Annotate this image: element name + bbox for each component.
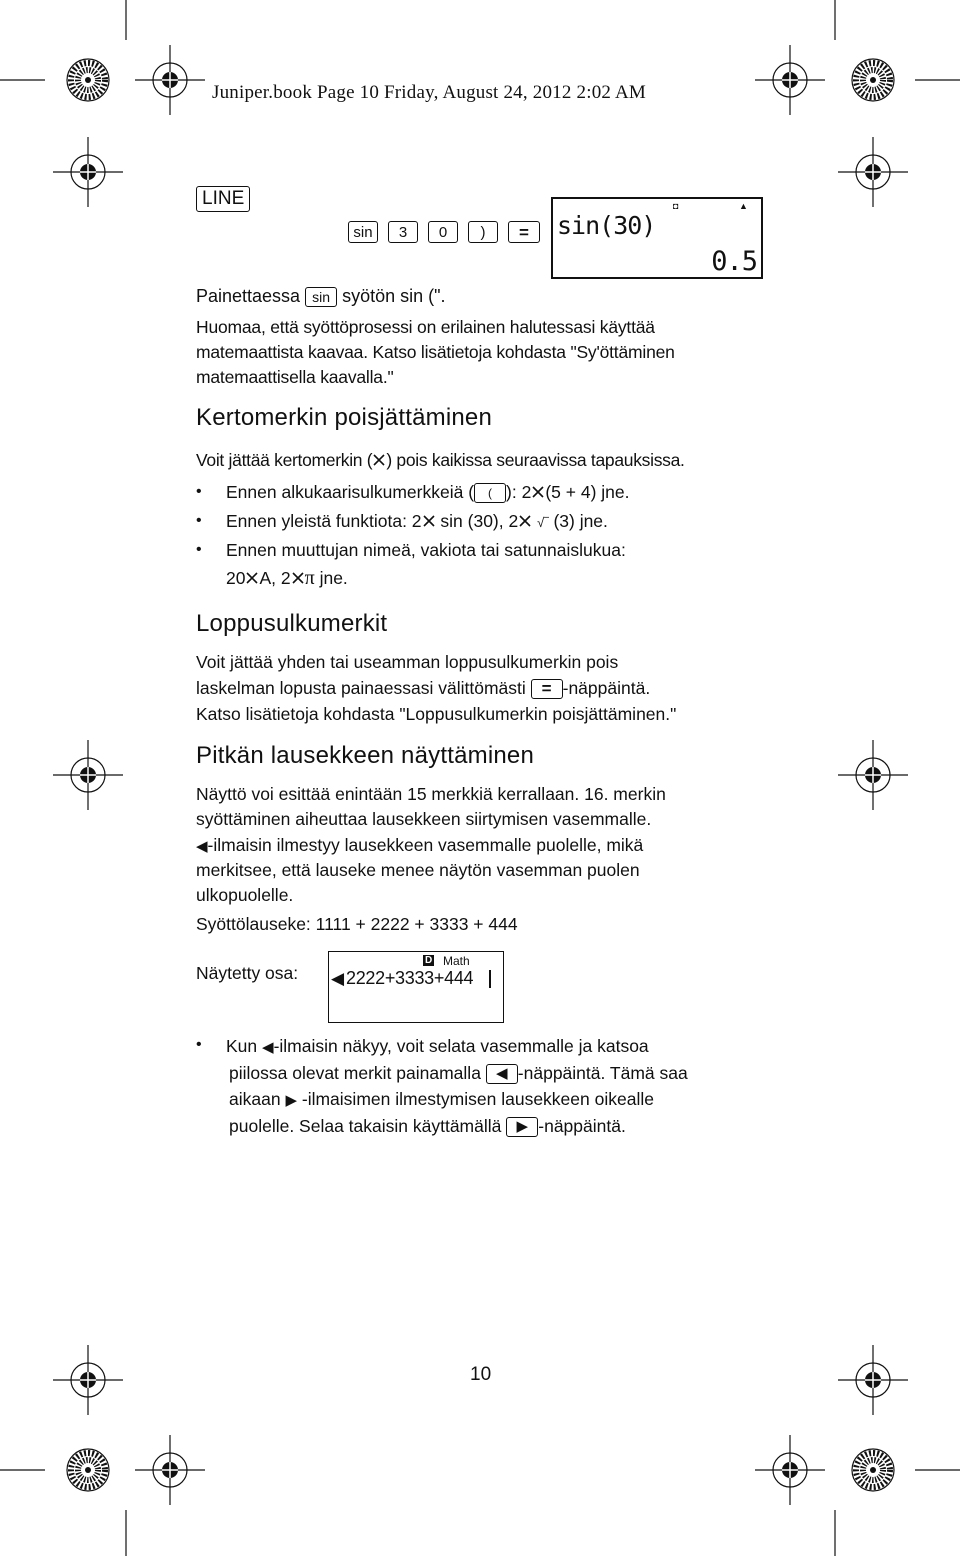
- shown-part-label: Näytetty osa:: [196, 963, 299, 983]
- math-display-example: [328, 951, 504, 1023]
- left-arrow-indicator-icon: ◀: [196, 838, 208, 855]
- left-arrow-indicator-icon: ◀: [262, 1039, 274, 1056]
- section1-bullet-3-cont: 20 A, 2 π jne.: [226, 567, 348, 589]
- section2-line-3: Katso lisätietoja kohdasta "Loppusulkumerkin poisjättäminen.": [196, 704, 677, 724]
- key-0: 0: [428, 221, 458, 243]
- key-close-paren: ): [468, 221, 498, 243]
- page-number: 10: [470, 1364, 492, 1385]
- key-sequence: [348, 221, 550, 243]
- bullet-dot: •: [196, 541, 202, 558]
- sqrt-icon: √‾: [537, 515, 549, 530]
- math-indicator: Math: [443, 954, 470, 968]
- section3-line-3: ◀-ilmaisin ilmestyy lausekkeen vasemmalle puolelle, mikä: [196, 835, 644, 855]
- left-arrow-indicator-icon: ◀: [331, 969, 345, 988]
- section2-line-1: Voit jättää yhden tai useamman loppusulkumerkin pois: [196, 652, 619, 672]
- calculator-display: [551, 197, 763, 279]
- heading-loppusulkumerkit: Loppusulkumerkit: [196, 610, 388, 637]
- section3-bullet-line-1: Kun ◀-ilmaisin näkyy, voit selata vasemmalle ja katsoa: [226, 1036, 649, 1056]
- multiply-icon: [372, 453, 386, 467]
- heading-pitkan-lausekkeen: Pitkän lausekkeen näyttäminen: [196, 742, 535, 769]
- key-equals: =: [531, 679, 563, 699]
- section3-line-4: merkitsee, että lauseke menee näytön vasemman puolen: [196, 860, 640, 880]
- mode-tag: LINE: [196, 186, 250, 212]
- bullet-dot: •: [196, 1036, 202, 1053]
- indicator-square-icon: ◘: [673, 201, 679, 211]
- cursor: [489, 970, 491, 988]
- section1-bullet-1: Ennen alkukaarisulkumerkkeiä ( ( ): 2 (5 + 4) jne.: [226, 482, 630, 502]
- display-result: 0.5: [711, 246, 757, 277]
- section3-line-2: syöttäminen aiheuttaa lausekkeen siirtymisen vasemmalle.: [196, 809, 652, 829]
- section3-bullet-line-2: piilossa olevat merkit painamalla ◀ -näppäintä. Tämä saa: [229, 1063, 688, 1083]
- section3-line-5: ulkopuolelle.: [196, 885, 294, 905]
- intro-line-3: matemaattista kaavaa. Katso lisätietoja kohdasta "Sy'öttäminen: [196, 342, 675, 362]
- key-sin: sin: [348, 221, 378, 243]
- right-arrow-indicator-icon: ▶: [285, 1092, 297, 1109]
- multiply-icon: [422, 514, 436, 528]
- section1-intro: Voit jättää kertomerkin ( ) pois kaikissa seuraavissa tapauksissa.: [196, 450, 685, 470]
- heading-kertomerkin: Kertomerkin poisjättäminen: [196, 404, 493, 431]
- page-header: Juniper.book Page 10 Friday, August 24, 2012 2:02 AM: [212, 82, 647, 103]
- multiply-icon: [518, 514, 532, 528]
- section3-bullet-line-4: puolelle. Selaa takaisin käyttämällä ▶ -näppäintä.: [229, 1116, 626, 1136]
- key-left-arrow: ◀: [486, 1064, 518, 1084]
- intro-line-4: matemaattisella kaavalla.": [196, 367, 394, 387]
- section3-bullet-line-3: aikaan ▶ -ilmaisimen ilmestymisen lausekkeen oikealle: [229, 1089, 654, 1109]
- key-sin: sin: [305, 287, 337, 307]
- section1-bullet-3: Ennen muuttujan nimeä, vakiota tai satunnaislukua:: [226, 540, 626, 560]
- input-expression-label: Syöttölauseke: 1111 + 2222 + 3333 + 444: [196, 914, 518, 934]
- section1-bullet-2: Ennen yleistä funktiota: 2 sin (30), 2 √‾ (3) jne.: [226, 511, 608, 531]
- multiply-icon: [291, 571, 305, 585]
- section2-line-2: laskelman lopusta painaessasi välittömästi = -näppäintä.: [196, 678, 651, 699]
- degree-indicator: D: [425, 955, 433, 966]
- key-right-arrow: ▶: [506, 1117, 538, 1137]
- key-3: 3: [388, 221, 418, 243]
- pi-symbol: π: [304, 567, 315, 589]
- key-equals: =: [508, 221, 540, 243]
- multiply-icon: [245, 571, 259, 585]
- indicator-up-arrow-icon: ▲: [739, 201, 748, 211]
- section3-line-1: Näyttö voi esittää enintään 15 merkkiä kerrallaan. 16. merkin: [196, 784, 666, 804]
- key-open-paren: (: [474, 483, 506, 503]
- bullet-dot: •: [196, 512, 202, 529]
- bullet-dot: •: [196, 483, 202, 500]
- intro-line-2: Huomaa, että syöttöprosessi on erilainen halutessasi käyttää: [196, 317, 655, 337]
- multiply-icon: [531, 485, 545, 499]
- display-expression: sin(30): [557, 211, 656, 240]
- display-expression: 2222+3333+444: [346, 968, 474, 988]
- intro-line-1: Painettaessa sin syötön sin (".: [196, 286, 446, 306]
